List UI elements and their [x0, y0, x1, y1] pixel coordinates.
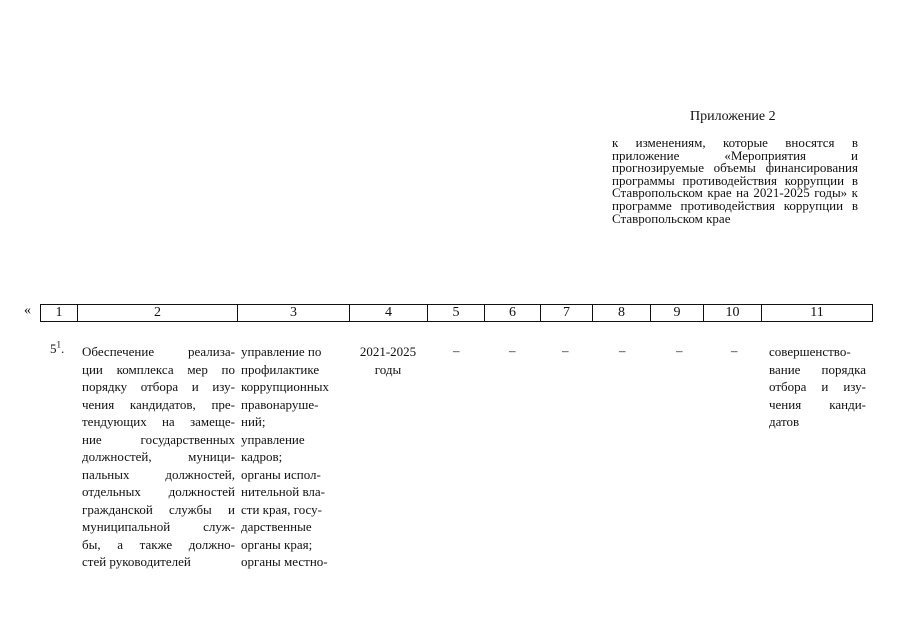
funding-dash-5: – [453, 343, 460, 358]
column-number-1: 1 [41, 305, 78, 322]
text-line: управление [241, 431, 305, 447]
text-line: профилактике [241, 361, 320, 377]
text-line: сти края, госу- [241, 501, 322, 517]
column-number-7: 7 [541, 305, 593, 322]
responsible-executors [241, 343, 349, 571]
funding-dash-6: – [509, 343, 516, 358]
text-line: чения кандидатов, пре- [82, 396, 235, 412]
column-number-9: 9 [651, 305, 704, 322]
column-number-8: 8 [593, 305, 651, 322]
funding-dash-7: – [562, 343, 569, 358]
text-line: пальных должностей, [82, 466, 235, 482]
text-line: коррупционных [241, 379, 330, 394]
text-line: тендующих на замеще- [82, 414, 235, 429]
text-line: муниципальной служ- [82, 519, 235, 534]
appendix-description: к изменениям, которые вносятся в приложение «Мероприятия и прогнозируемые объемы финансирования программы противодействия коррупции в Ставропольском крае на 2021-2025 годы» к программе противодействия коррупции в Ставропольском крае [612, 135, 858, 226]
text-line: бы, а также должно- [82, 536, 235, 552]
text-line: ний; [241, 414, 266, 429]
column-number-5: 5 [428, 305, 485, 322]
text-line: 2021-2025 [359, 344, 417, 359]
text-line: ние государственных [82, 431, 235, 447]
text-line: порядку отбора и изу- [82, 379, 235, 394]
text-line: чения канди- [769, 396, 866, 412]
funding-dash-8: – [619, 343, 626, 358]
text-line: гражданской службы и [82, 501, 235, 517]
column-number-6: 6 [485, 305, 541, 322]
text-line: дарственные [241, 519, 312, 534]
text-line: датов [769, 414, 800, 429]
text-line: органы местно- [241, 554, 328, 569]
table-column-numbers [40, 304, 873, 322]
text-line: ции комплекса мер по [82, 361, 235, 377]
expected-result [769, 343, 866, 431]
text-line: органы края; [241, 536, 313, 552]
funding-dash-9: – [676, 343, 683, 358]
text-line: совершенство- [769, 344, 851, 359]
column-number-10: 10 [704, 305, 762, 322]
column-number-3: 3 [238, 305, 350, 322]
text-line: годы [374, 361, 402, 377]
text-line: кадров; [241, 449, 283, 464]
appendix-title: Приложение 2 [690, 109, 776, 124]
text-line: отдельных должностей [82, 484, 235, 499]
text-line: стей руководителей [82, 554, 191, 569]
implementation-period [352, 343, 424, 378]
opening-quote-mark: « [24, 303, 31, 318]
text-line: должностей, муници- [82, 449, 235, 464]
column-number-2: 2 [78, 305, 238, 322]
text-line: отбора и изу- [769, 379, 866, 394]
column-number-4: 4 [350, 305, 428, 322]
measure-name [82, 343, 235, 571]
text-line: нительной вла- [241, 484, 325, 499]
text-line: управление по [241, 344, 322, 359]
column-number-11: 11 [762, 305, 873, 322]
text-line: органы испол- [241, 466, 321, 482]
text-line: Обеспечение реализа- [82, 344, 235, 359]
row-number: $5^1$. [50, 339, 65, 356]
funding-dash-10: – [731, 343, 738, 358]
text-line: вание порядка [769, 361, 866, 377]
text-line: правонаруше- [241, 396, 319, 412]
